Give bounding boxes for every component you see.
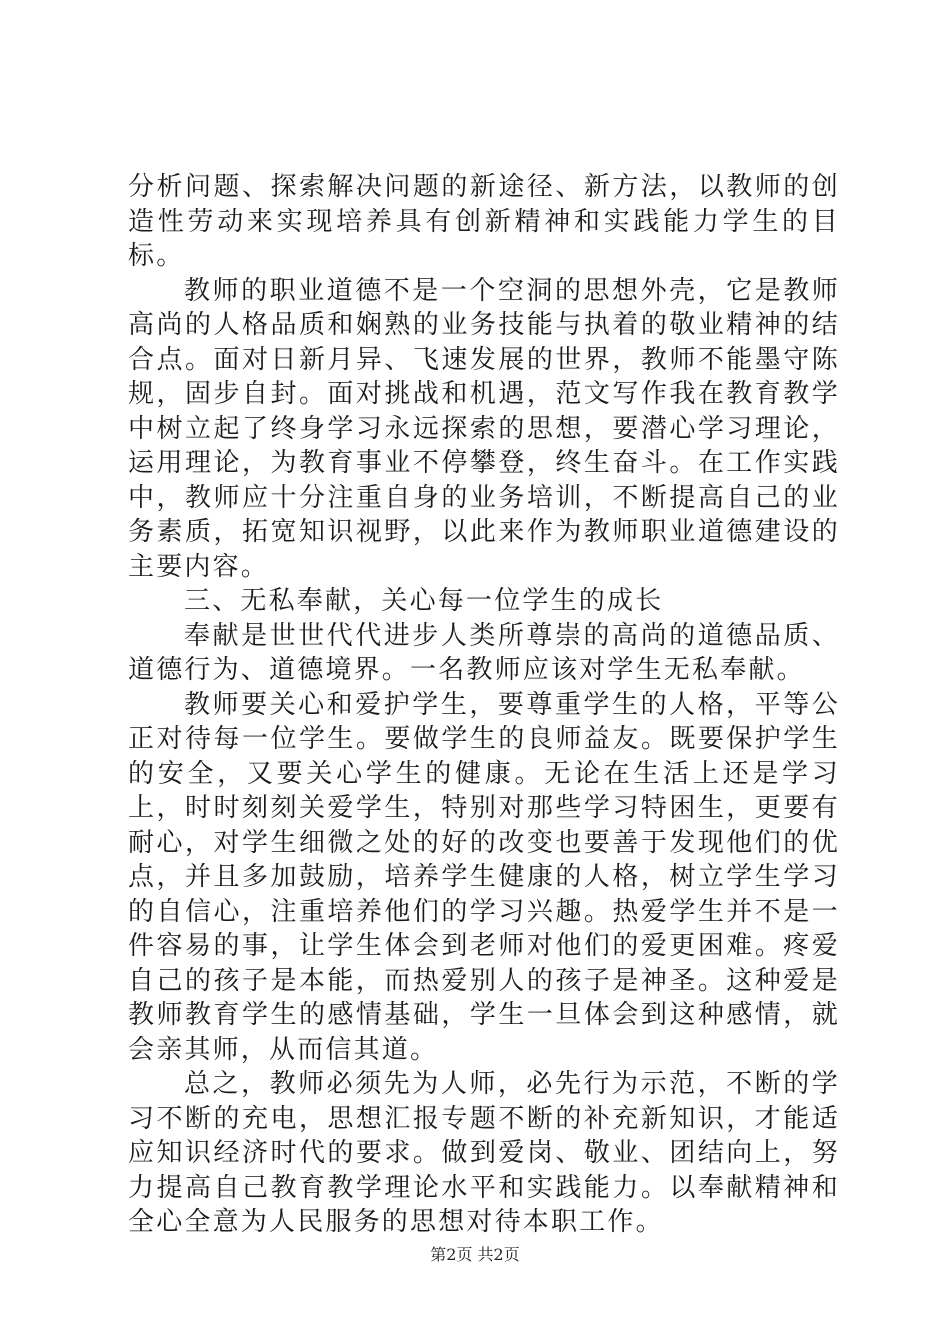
paragraph-continuation: 分析问题、探索解决问题的新途径、新方法，以教师的创造性劳动来实现培养具有创新精神和实践能力学生的目标。 <box>128 172 840 271</box>
document-body <box>128 170 840 1240</box>
paragraph-conclusion: 总之，教师必须先为人师，必先行为示范，不断的学习不断的充电，思想汇报专题不断的补充新知识，才能适应知识经济时代的要求。做到爱岗、敬业、团结向上，努力提高自己教育教学理论水平和实践能力。以奉献精神和全心全意为人民服务的思想对待本职工作。 <box>128 1069 840 1237</box>
paragraph-professional-ethics: 教师的职业道德不是一个空洞的思想外壳，它是教师高尚的人格品质和娴熟的业务技能与执着的敬业精神的结合点。面对日新月异、飞速发展的世界，教师不能墨守陈规，固步自封。面对挑战和机遇，范文写作我在教育教学中树立起了终身学习永远探索的思想，要潜心学习理论，运用理论，为教育事业不停攀登，终生奋斗。在工作实践中，教师应十分注重自身的业务培训，不断提高自己的业务素质，拓宽知识视野，以此来作为教师职业道德建设的主要内容。 <box>128 275 840 582</box>
section-heading-selfless-dedication: 三、无私奉献，关心每一位学生的成长 <box>184 586 664 616</box>
page-number-footer: 第2页 共2页 <box>430 1245 520 1264</box>
paragraph-care-for-students: 教师要关心和爱护学生，要尊重学生的人格，平等公正对待每一位学生。要做学生的良师益友。既要保护学生的安全，又要关心学生的健康。无论在生活上还是学习上，时时刻刻关爱学生，特别对那些学习特困生，更要有耐心，对学生细微之处的好的改变也要善于发现他们的优点，并且多加鼓励，培养学生健康的人格，树立学生学习的自信心，注重培养他们的学习兴趣。热爱学生并不是一件容易的事，让学生体会到老师对他们的爱更困难。疼爱自己的孩子是本能，而热爱别人的孩子是神圣。这种爱是教师教育学生的感情基础，学生一旦体会到这种感情，就会亲其师，从而信其道。 <box>128 689 840 1065</box>
paragraph-dedication: 奉献是世世代代进步人类所尊崇的高尚的道德品质、道德行为、道德境界。一名教师应该对学生无私奉献。 <box>128 620 840 685</box>
